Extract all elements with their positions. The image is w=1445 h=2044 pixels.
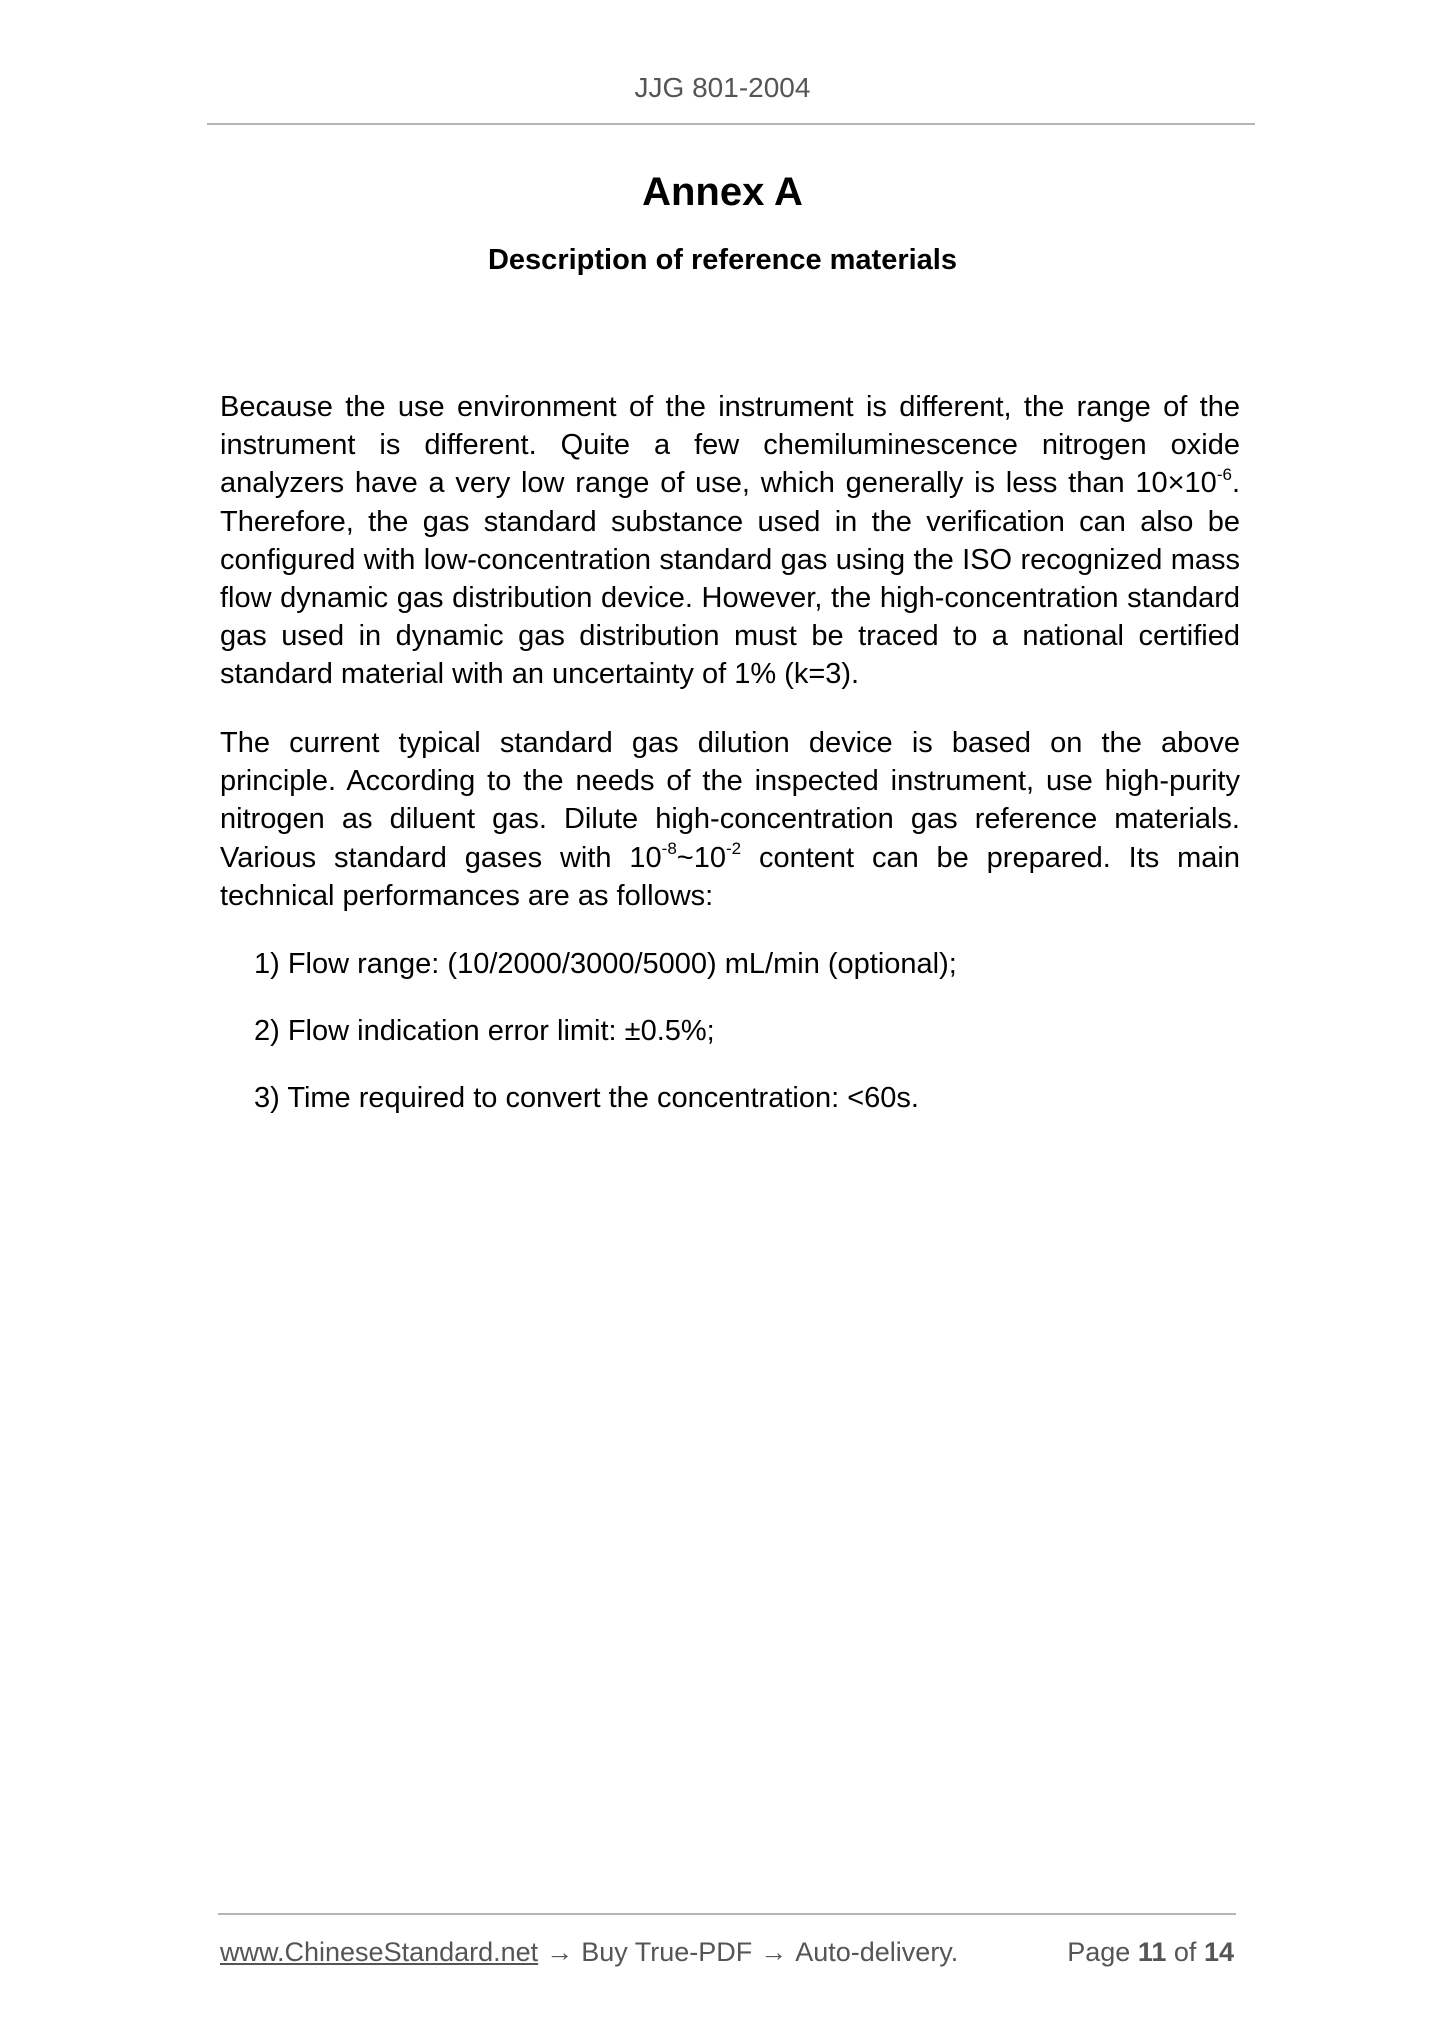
paragraph-range-description (220, 388, 1240, 694)
paragraph-text: . Therefore, the gas standard substance used in the verification can also be configured with low-concentration standard gas using the ISO recognized mass flow dynamic gas distribution device. However, the high-concentration standard gas used in dynamic gas distribution must be traced to a national certified standard material with an uncertainty of 1% (k=3). (220, 467, 1240, 691)
auto-delivery-text: Auto-delivery. (795, 1937, 959, 1967)
list-item-flow-range: 1) Flow range: (10/2000/3000/5000) mL/min (optional); (254, 948, 957, 980)
list-item-flow-error: 2) Flow indication error limit: ±0.5%; (254, 1015, 715, 1047)
superscript-exponent: -8 (661, 838, 677, 858)
annex-title: Annex A (642, 170, 803, 214)
arrow-right-icon: → (760, 1937, 788, 1967)
superscript-exponent: -6 (1216, 464, 1232, 484)
paragraph-text: The current typical standard gas dilution device is based on the above principle. According to the needs of the inspected instrument, use high-purity nitrogen as diluent gas. Dilute high-concentration gas reference materials. Various standard gases with 10 (220, 727, 1240, 874)
arrow-right-icon: → (546, 1937, 574, 1967)
paragraph-text: content can be prepared. Its main technical performances are as follows: (220, 841, 1240, 912)
footer-divider (218, 1913, 1236, 1915)
superscript-exponent: -2 (725, 838, 742, 858)
paragraph-dilution-device (220, 724, 1240, 915)
page-of-label: of (1173, 1937, 1197, 1967)
paragraph-text: Because the use environment of the instrument is different, the range of the instrument is different. Quite a few chemiluminescence nitrogen oxide analyzers have a very low range of use, which generally is less than 10×10 (220, 391, 1240, 500)
page-total: 14 (1203, 1937, 1234, 1967)
page-number (1067, 1932, 1234, 1972)
buy-true-pdf-text: Buy True-PDF (581, 1937, 753, 1967)
header-divider (207, 123, 1255, 125)
document-code-header: JJG 801-2004 (634, 72, 811, 103)
paragraph-text: ~10 (676, 841, 726, 874)
footer-promo (220, 1932, 958, 1972)
website-link[interactable]: www.ChineseStandard.net (220, 1937, 539, 1967)
list-item-convert-time: 3) Time required to convert the concentration: <60s. (254, 1082, 919, 1114)
annex-subtitle: Description of reference materials (487, 244, 957, 276)
page-footer (220, 1932, 1234, 1972)
page-label: Page (1067, 1937, 1131, 1967)
page-current: 11 (1137, 1937, 1167, 1967)
